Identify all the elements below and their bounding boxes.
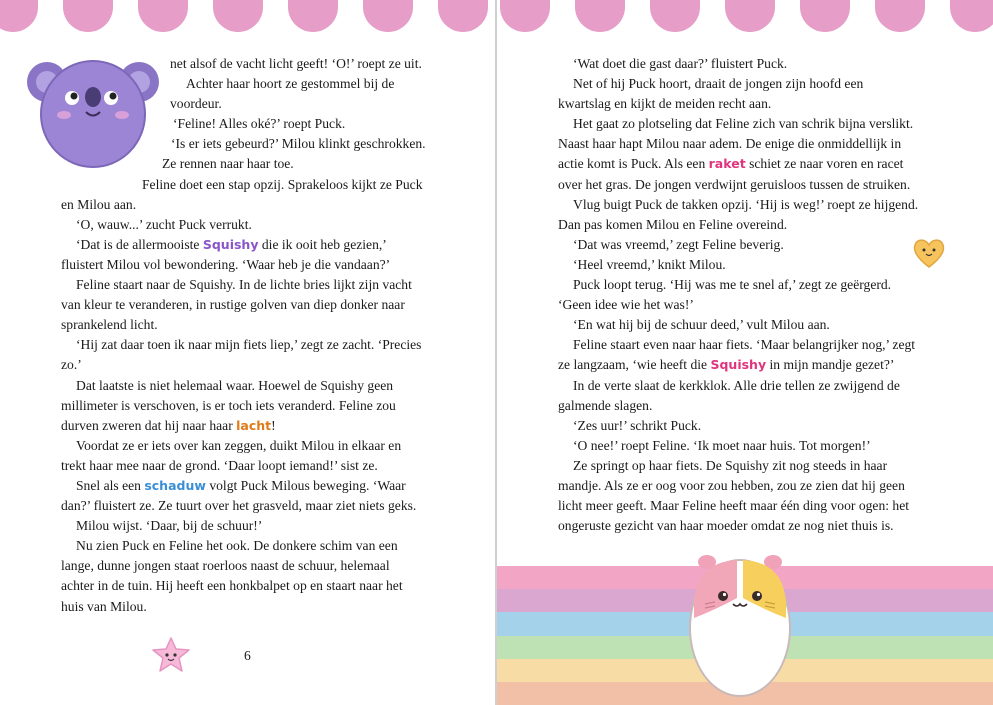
text-line: ‘O nee!’ roept Feline. ‘Ik moet naar huis. Tot morgen!’: [573, 437, 871, 453]
text-line: Net of hij Puck hoort, draait de jongen zijn hoofd een: [573, 76, 864, 92]
text-line: ‘Dat is de allermooiste Squishy die ik ooit heb gezien,’: [76, 236, 387, 252]
text-line: ongeruste gezicht van haar moeder omdat ze nog niet thuis is.: [558, 518, 894, 534]
scallop-border: [0, 0, 495, 34]
text-line: ‘Hij zat daar toen ik naar mijn fiets liep,’ zegt ze zacht. ‘Precies: [76, 337, 422, 353]
left-page-text: [61, 54, 426, 617]
text-line: Feline staart naar de Squishy. In de lichte bries lijkt zijn vacht: [76, 277, 412, 293]
left-page: [0, 0, 495, 705]
text-line: zo.’: [61, 357, 82, 373]
text-line: durven zweren dat hij naar haar lacht!: [61, 417, 276, 433]
text-line: Nu zien Puck en Feline het ook. De donkere schim van een: [76, 538, 398, 554]
text-line: actie komt is Puck. Als een raket schiet ze naar voren en racet: [558, 156, 904, 172]
page-number: 6: [244, 648, 251, 663]
text-line: Voordat ze er iets over kan zeggen, duikt Milou in elkaar en: [76, 437, 402, 453]
text-line: fluistert Milou vol bewondering. ‘Waar heb je die vandaan?’: [61, 256, 391, 272]
text-line: kwartslag en kijkt de meiden recht aan.: [558, 96, 772, 112]
text-line: ‘Is er iets gebeurd?’ Milou klinkt geschrokken.: [171, 136, 426, 152]
text-line: net alsof de vacht licht geeft! ‘O!’ roept ze uit.: [170, 56, 422, 71]
text-line: en Milou aan.: [61, 196, 137, 212]
text-line: voordeur.: [170, 96, 222, 112]
text-line: ‘Zes uur!’ schrikt Puck.: [573, 417, 702, 433]
text-line: Vlug buigt Puck de takken opzij. ‘Hij is weg!’ roept ze hijgend.: [573, 196, 919, 212]
text-line: licht meer geeft. Maar Feline heeft maar één ding voor ogen: het: [558, 498, 910, 514]
right-page-text: [558, 54, 918, 536]
text-line: Het gaat zo plotseling dat Feline zich van schrik bijna verslikt.: [573, 116, 914, 132]
text-line: Achter haar hoort ze gestommel bij de: [186, 76, 395, 92]
lacht-word: lacht: [236, 417, 272, 433]
text-line: trekt haar mee naar de grond. ‘Daar loopt iemand!’ sist ze.: [61, 457, 378, 473]
text-line: ‘O, wauw...’ zucht Puck verrukt.: [76, 216, 252, 232]
text-line: Dat laatste is niet helemaal waar. Hoewel de Squishy geen: [76, 377, 394, 393]
scallop-border: [497, 0, 993, 34]
right-page: [497, 0, 993, 705]
text-line: Dan pas komen Milou en Feline overeind.: [558, 216, 788, 232]
text-line: ze langzaam, ‘wie heeft die Squishy in mijn mandje gezet?’: [558, 357, 895, 373]
text-line: lange, dunne jongen staat roerloos naast de schuur, helemaal: [61, 558, 390, 574]
star-squishy-icon: [150, 636, 192, 674]
text-line: ‘Geen idee wie het was!’: [558, 297, 694, 313]
text-line: Ze rennen naar haar toe.: [162, 156, 294, 172]
text-line: Naast haar hapt Milou naar adem. De enige die onmiddellijk in: [558, 136, 902, 152]
schaduw-word: schaduw: [144, 477, 206, 493]
text-line: Snel als een schaduw volgt Puck Milous beweging. ‘Waar: [76, 477, 406, 493]
text-line: huis van Milou.: [61, 598, 147, 614]
text-line: galmende slagen.: [558, 397, 653, 413]
raket-word: raket: [708, 156, 746, 172]
text-line: mandje. Als ze er oog voor zou hebben, zou ze zien dat hij geen: [558, 477, 905, 493]
text-line: ‘Heel vreemd,’ knikt Milou.: [573, 256, 726, 272]
heart-cookie-icon: [911, 236, 947, 270]
text-line: Feline staart even naar haar fiets. ‘Maar belangrijker nog,’ zegt: [573, 337, 916, 353]
text-line: Feline doet een stap opzij. Sprakeloos kijkt ze Puck: [142, 176, 423, 192]
text-line: Ze springt op haar fiets. De Squishy zit nog steeds in haar: [573, 457, 888, 473]
text-line: ‘Wat doet die gast daar?’ fluistert Puck.: [573, 56, 788, 71]
text-line: ‘Dat was vreemd,’ zegt Feline beverig.: [573, 236, 784, 252]
text-line: over het gras. De jongen verdwijnt geruisloos tussen de struiken.: [558, 176, 911, 192]
text-line: ‘En wat hij bij de schuur deed,’ vult Milou aan.: [573, 317, 830, 333]
squishy-word: Squishy: [202, 236, 259, 252]
text-line: Puck loopt terug. ‘Hij was me te snel af,’ zegt ze geërgerd.: [573, 277, 892, 293]
hamster-squishy-icon: [685, 548, 795, 698]
text-line: van kleur te veranderen, in rustige golven van diep donker naar: [61, 297, 405, 313]
text-line: Milou wijst. ‘Daar, bij de schuur!’: [76, 518, 263, 534]
text-line: In de verte slaat de kerkklok. Alle drie tellen ze zwijgend de: [573, 377, 900, 393]
text-line: dan?’ fluistert ze. Ze tuurt over het grasveld, maar ziet niets geks.: [61, 498, 417, 514]
squishy-word: Squishy: [710, 357, 767, 373]
text-line: achter in de tuin. Hij heeft een honkbalpet op en staart naar het: [61, 578, 403, 594]
text-line: ‘Feline! Alles oké?’ roept Puck.: [173, 116, 346, 132]
text-line: sprankelend licht.: [61, 317, 158, 333]
text-line: millimeter is verschoven, is er toch iets veranderd. Feline zou: [61, 397, 396, 413]
